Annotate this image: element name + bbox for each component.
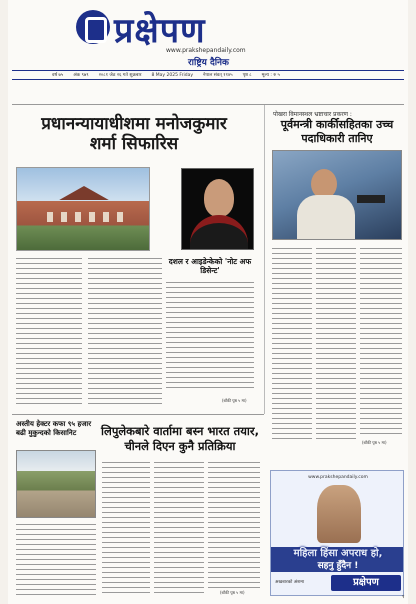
minister-speech-photo	[272, 150, 402, 240]
bottom-body-col3	[208, 460, 260, 588]
right-body-col1	[272, 246, 312, 442]
column-divider	[264, 104, 265, 414]
issue-date-bs: २०८१ जेठ २६ गते शुक्रबार	[98, 73, 142, 78]
website-url[interactable]: www.prakshepandaily.com	[166, 47, 246, 54]
bottom-lead-headline[interactable]: लिपुलेकबारे वार्तामा बस्न भारत तयार, चीनले दिएन कुनै प्रतिक्रिया	[101, 424, 259, 453]
masthead	[8, 0, 408, 70]
left-story-headline[interactable]: अस्तीय हेक्टर कफा ९५ हजार बढी मुकुन्दको किसानिट	[16, 420, 92, 437]
top-divider	[12, 104, 404, 105]
newspaper-front-page	[8, 0, 408, 604]
paper-name: प्रक्षेपण	[114, 11, 206, 51]
right-story-continued[interactable]: (बाँकी पृष्ठ ५ मा)	[362, 440, 387, 445]
page-number: १	[402, 594, 405, 600]
right-body-col2	[316, 246, 356, 442]
ad-logo: प्रक्षेपण	[331, 575, 401, 591]
lead-subhead: दशल र आइडेन्केको 'नोट अफ डिसेन्ट'	[168, 257, 252, 275]
lead-continued[interactable]: (बाँकी पृष्ठ ५ मा)	[222, 398, 247, 403]
right-story-kicker: पोखरा विमानस्थल भ्रष्टाचार प्रकरण :	[273, 111, 352, 118]
issue-date-ad: 8 May 2025 Friday	[151, 72, 194, 78]
right-body-col3	[360, 246, 402, 434]
bottom-lead-continued[interactable]: (बाँकी पृष्ठ ५ मा)	[220, 590, 245, 595]
lead-body-col3	[166, 280, 254, 392]
section-divider	[12, 414, 264, 415]
farmland-photo	[16, 450, 96, 518]
ad-woman-figure	[317, 485, 361, 543]
advertisement[interactable]	[270, 470, 404, 596]
bottom-body-col1	[102, 460, 150, 596]
ad-footer-label: अखबारको अंशमा	[275, 580, 305, 585]
issue-info-bar	[12, 70, 404, 80]
issue-number: अंक ९७९	[73, 73, 89, 78]
left-body	[16, 522, 96, 596]
paper-logo-icon	[76, 10, 110, 44]
ad-slogan-line2: सहनु हुँदैन !	[271, 560, 404, 572]
lead-body-col1	[16, 256, 82, 406]
page-count: पृष्ठ ८	[242, 73, 252, 78]
supreme-court-photo	[16, 167, 150, 251]
lead-headline-line1: प्रधानन्यायाधीशमा मनोजकुमार	[41, 114, 227, 134]
tagline: राष्ट्रिय दैनिक	[188, 58, 229, 68]
lead-headline[interactable]	[12, 114, 256, 154]
ad-slogan-line1: महिला हिंसा अपराध हो,	[271, 547, 404, 560]
issue-year: वर्ष ७५	[52, 73, 64, 78]
ad-website: www.prakshepandaily.com	[308, 475, 368, 480]
justice-portrait-photo	[181, 168, 254, 250]
lead-body-col2	[88, 256, 162, 406]
lead-headline-line2: शर्मा सिफारिस	[89, 134, 179, 154]
price: मूल्य : रु ५	[261, 73, 280, 78]
right-story-headline[interactable]: पूर्वमन्त्री कार्कीसहितका उच्च पदाधिकारी तानिए	[280, 118, 394, 145]
nepal-sambat: नेपाल संवत् ११४५	[203, 73, 233, 78]
bottom-body-col2	[154, 460, 204, 596]
